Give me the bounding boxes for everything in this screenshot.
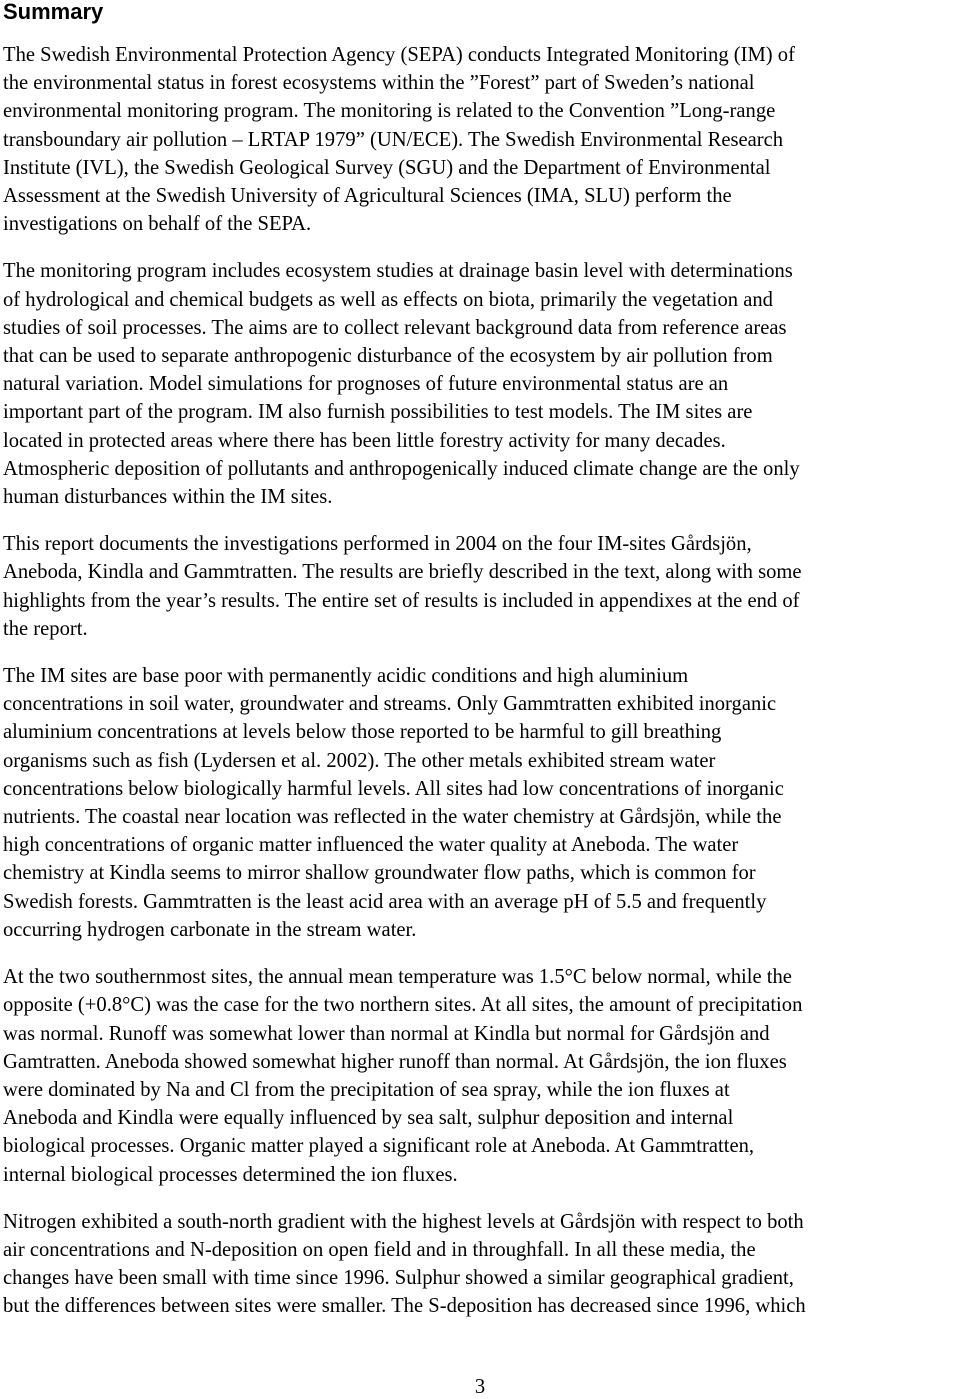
text-line: aluminium concentrations at levels below those reported to be harmful to gill breathing [3, 721, 722, 744]
paragraph-4 [3, 662, 958, 944]
text-line: but the differences between sites were smaller. The S-deposition has decreased since 1996, which [3, 1295, 806, 1318]
text-line: human disturbances within the IM sites. [3, 486, 333, 509]
text-line: internal biological processes determined the ion fluxes. [3, 1163, 458, 1186]
text-line: concentrations in soil water, groundwater and streams. Only Gammtratten exhibited inorganic [3, 693, 777, 716]
text-line: Atmospheric deposition of pollutants and anthropogenically induced climate change are the only [3, 457, 800, 480]
text-line: air concentrations and N-deposition on open field and in throughfall. In all these media, the [3, 1238, 756, 1261]
text-line: nutrients. The coastal near location was reflected in the water chemistry at Gårdsjön, while the [3, 806, 782, 829]
text-line: highlights from the year’s results. The entire set of results is included in appendixes at the end of [3, 589, 800, 612]
text-line: the report. [3, 617, 88, 640]
page-number: 3 [474, 1376, 486, 1398]
text-line: transboundary air pollution – LRTAP 1979” (UN/ECE). The Swedish Environmental Research [3, 128, 784, 151]
text-line: of hydrological and chemical budgets as well as effects on biota, primarily the vegetation and [3, 288, 773, 311]
text-line: Gamtratten. Aneboda showed somewhat higher runoff than normal. At Gårdsjön, the ion fluxes [3, 1050, 787, 1073]
paragraph-1 [3, 41, 958, 238]
paragraph-3 [3, 530, 958, 643]
text-line: environmental monitoring program. The monitoring is related to the Convention ”Long-range [3, 100, 776, 123]
text-line: important part of the program. IM also furnish possibilities to test models. The IM sites are [3, 401, 753, 424]
text-line: The monitoring program includes ecosystem studies at drainage basin level with determinations [3, 260, 793, 283]
text-line: changes have been small with time since 1996. Sulphur showed a similar geographical gradient, [3, 1267, 794, 1290]
text-line: Swedish forests. Gammtratten is the least acid area with an average pH of 5.5 and frequently [3, 890, 767, 913]
text-line: opposite (+0.8°C) was the case for the two northern sites. At all sites, the amount of precipitation [3, 994, 803, 1017]
text-line: Assessment at the Swedish University of Agricultural Sciences (IMA, SLU) perform the [3, 185, 732, 208]
text-line: was normal. Runoff was somewhat lower than normal at Kindla but normal for Gårdsjön and [3, 1022, 770, 1045]
text-line: occurring hydrogen carbonate in the stream water. [3, 918, 417, 941]
text-line: located in protected areas where there has been little forestry activity for many decades. [3, 429, 726, 452]
text-line: Aneboda, Kindla and Gammtratten. The results are briefly described in the text, along with some [3, 561, 802, 584]
text-line: Aneboda and Kindla were equally influenced by sea salt, sulphur deposition and internal [3, 1107, 734, 1130]
text-line: Nitrogen exhibited a south-north gradient with the highest levels at Gårdsjön with respect to both [3, 1210, 804, 1233]
text-line: The IM sites are base poor with permanently acidic conditions and high aluminium [3, 665, 689, 688]
document-page [3, 0, 958, 1340]
text-line: The Swedish Environmental Protection Agency (SEPA) conducts Integrated Monitoring (IM) of [3, 44, 795, 66]
text-line: This report documents the investigations performed in 2004 on the four IM-sites Gårdsjön, [3, 533, 752, 556]
text-line: investigations on behalf of the SEPA. [3, 213, 312, 236]
text-line: organisms such as fish (Lydersen et al. 2002). The other metals exhibited stream water [3, 749, 716, 772]
paragraph-2 [3, 257, 958, 511]
text-line: natural variation. Model simulations for prognoses of future environmental status are an [3, 373, 729, 396]
text-line: At the two southernmost sites, the annual mean temperature was 1.5°C below normal, while the [3, 966, 792, 989]
text-line: chemistry at Kindla seems to mirror shallow groundwater flow paths, which is common for [3, 862, 756, 885]
text-line: biological processes. Organic matter played a significant role at Aneboda. At Gammtratten, [3, 1135, 755, 1158]
text-line: the environmental status in forest ecosystems within the ”Forest” part of Sweden’s national [3, 72, 755, 95]
text-line: that can be used to separate anthropogenic disturbance of the ecosystem by air pollution from [3, 345, 773, 368]
text-line: concentrations below biologically harmful levels. All sites had low concentrations of inorganic [3, 777, 784, 800]
section-heading: Summary [3, 0, 104, 24]
text-line: were dominated by Na and Cl from the precipitation of sea spray, while the ion fluxes at [3, 1078, 730, 1101]
text-line: studies of soil processes. The aims are to collect relevant background data from reference areas [3, 316, 787, 339]
text-line: high concentrations of organic matter influenced the water quality at Aneboda. The water [3, 834, 739, 857]
paragraph-6 [3, 1208, 958, 1321]
paragraph-5 [3, 963, 958, 1189]
text-line: Institute (IVL), the Swedish Geological Survey (SGU) and the Department of Environmental [3, 156, 771, 179]
